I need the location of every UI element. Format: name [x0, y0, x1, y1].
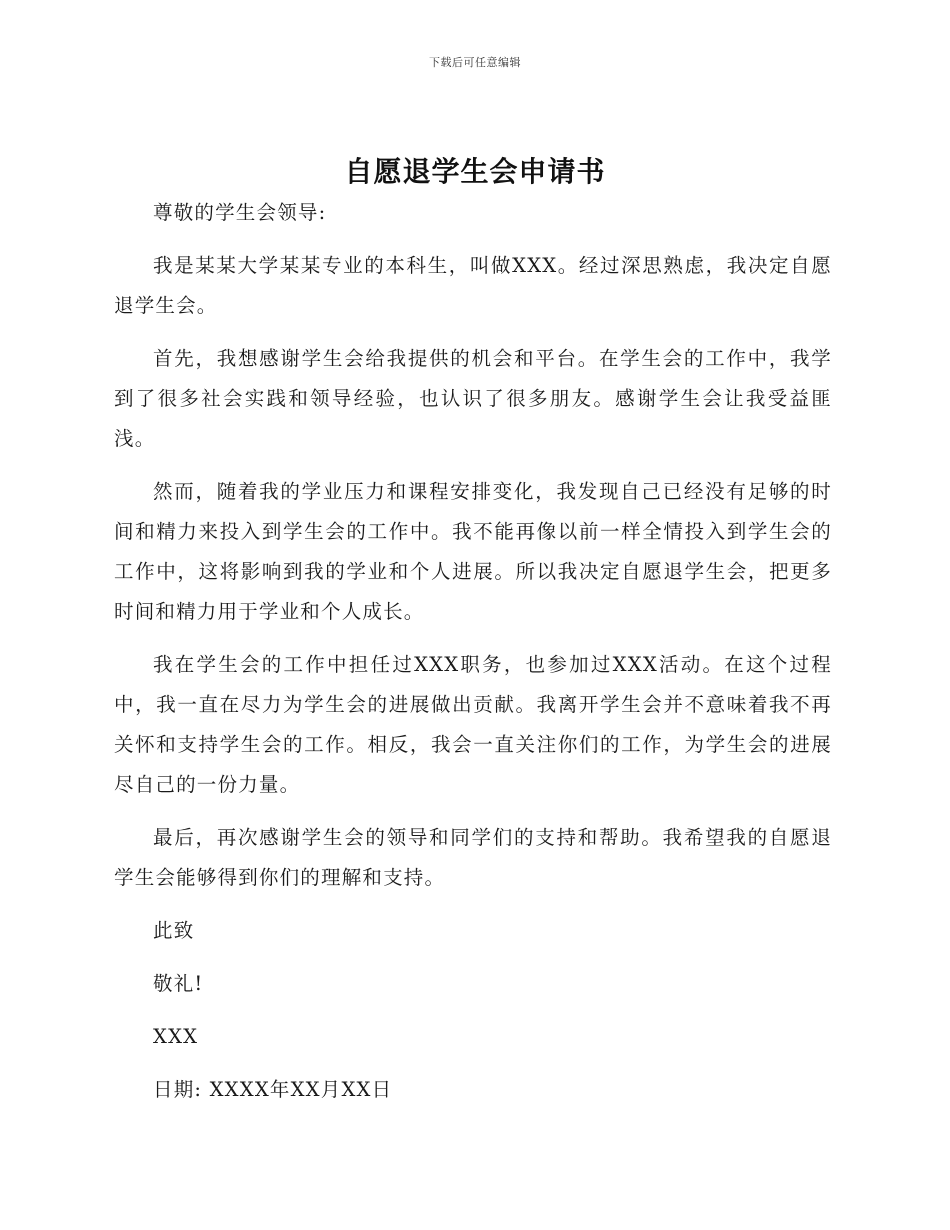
header-note: 下载后可任意编辑 — [429, 56, 521, 69]
paragraph-5: 最后，再次感谢学生会的领导和同学们的支持和帮助。我希望我的自愿退学生会能够得到你们的理解和支持。 — [114, 826, 832, 889]
document-title: 自愿退学生会申请书 — [344, 155, 606, 188]
paragraph-2: 首先，我想感谢学生会给我提供的机会和平台。在学生会的工作中，我学到了很多社会实践和领导经验，也认识了很多朋友。感谢学生会让我受益匪浅。 — [114, 347, 832, 450]
paragraph-1: 我是某某大学某某专业的本科生，叫做XXX。经过深思熟虑，我决定自愿退学生会。 — [114, 254, 832, 317]
salutation: 尊敬的学生会领导: — [153, 201, 327, 224]
document-body — [114, 193, 832, 1123]
closing-regards: 此致 — [153, 919, 195, 942]
date-line: 日期: XXXX年XX月XX日 — [153, 1078, 393, 1101]
paragraph-3: 然而，随着我的学业压力和课程安排变化，我发现自己已经没有足够的时间和精力来投入到学生会的工作中。我不能再像以前一样全情投入到学生会的工作中，这将影响到我的学业和个人进展。所以我决定自愿退学生会，把更多时间和精力用于学业和个人成长。 — [114, 480, 832, 623]
signature: XXX — [153, 1025, 199, 1048]
closing-salute: 敬礼! — [153, 972, 204, 995]
paragraph-4: 我在学生会的工作中担任过XXX职务，也参加过XXX活动。在这个过程中，我一直在尽力为学生会的进展做出贡献。我离开学生会并不意味着我不再关怀和支持学生会的工作。相反，我会一直关注你们的工作，为学生会的进展尽自己的一份力量。 — [114, 653, 832, 796]
